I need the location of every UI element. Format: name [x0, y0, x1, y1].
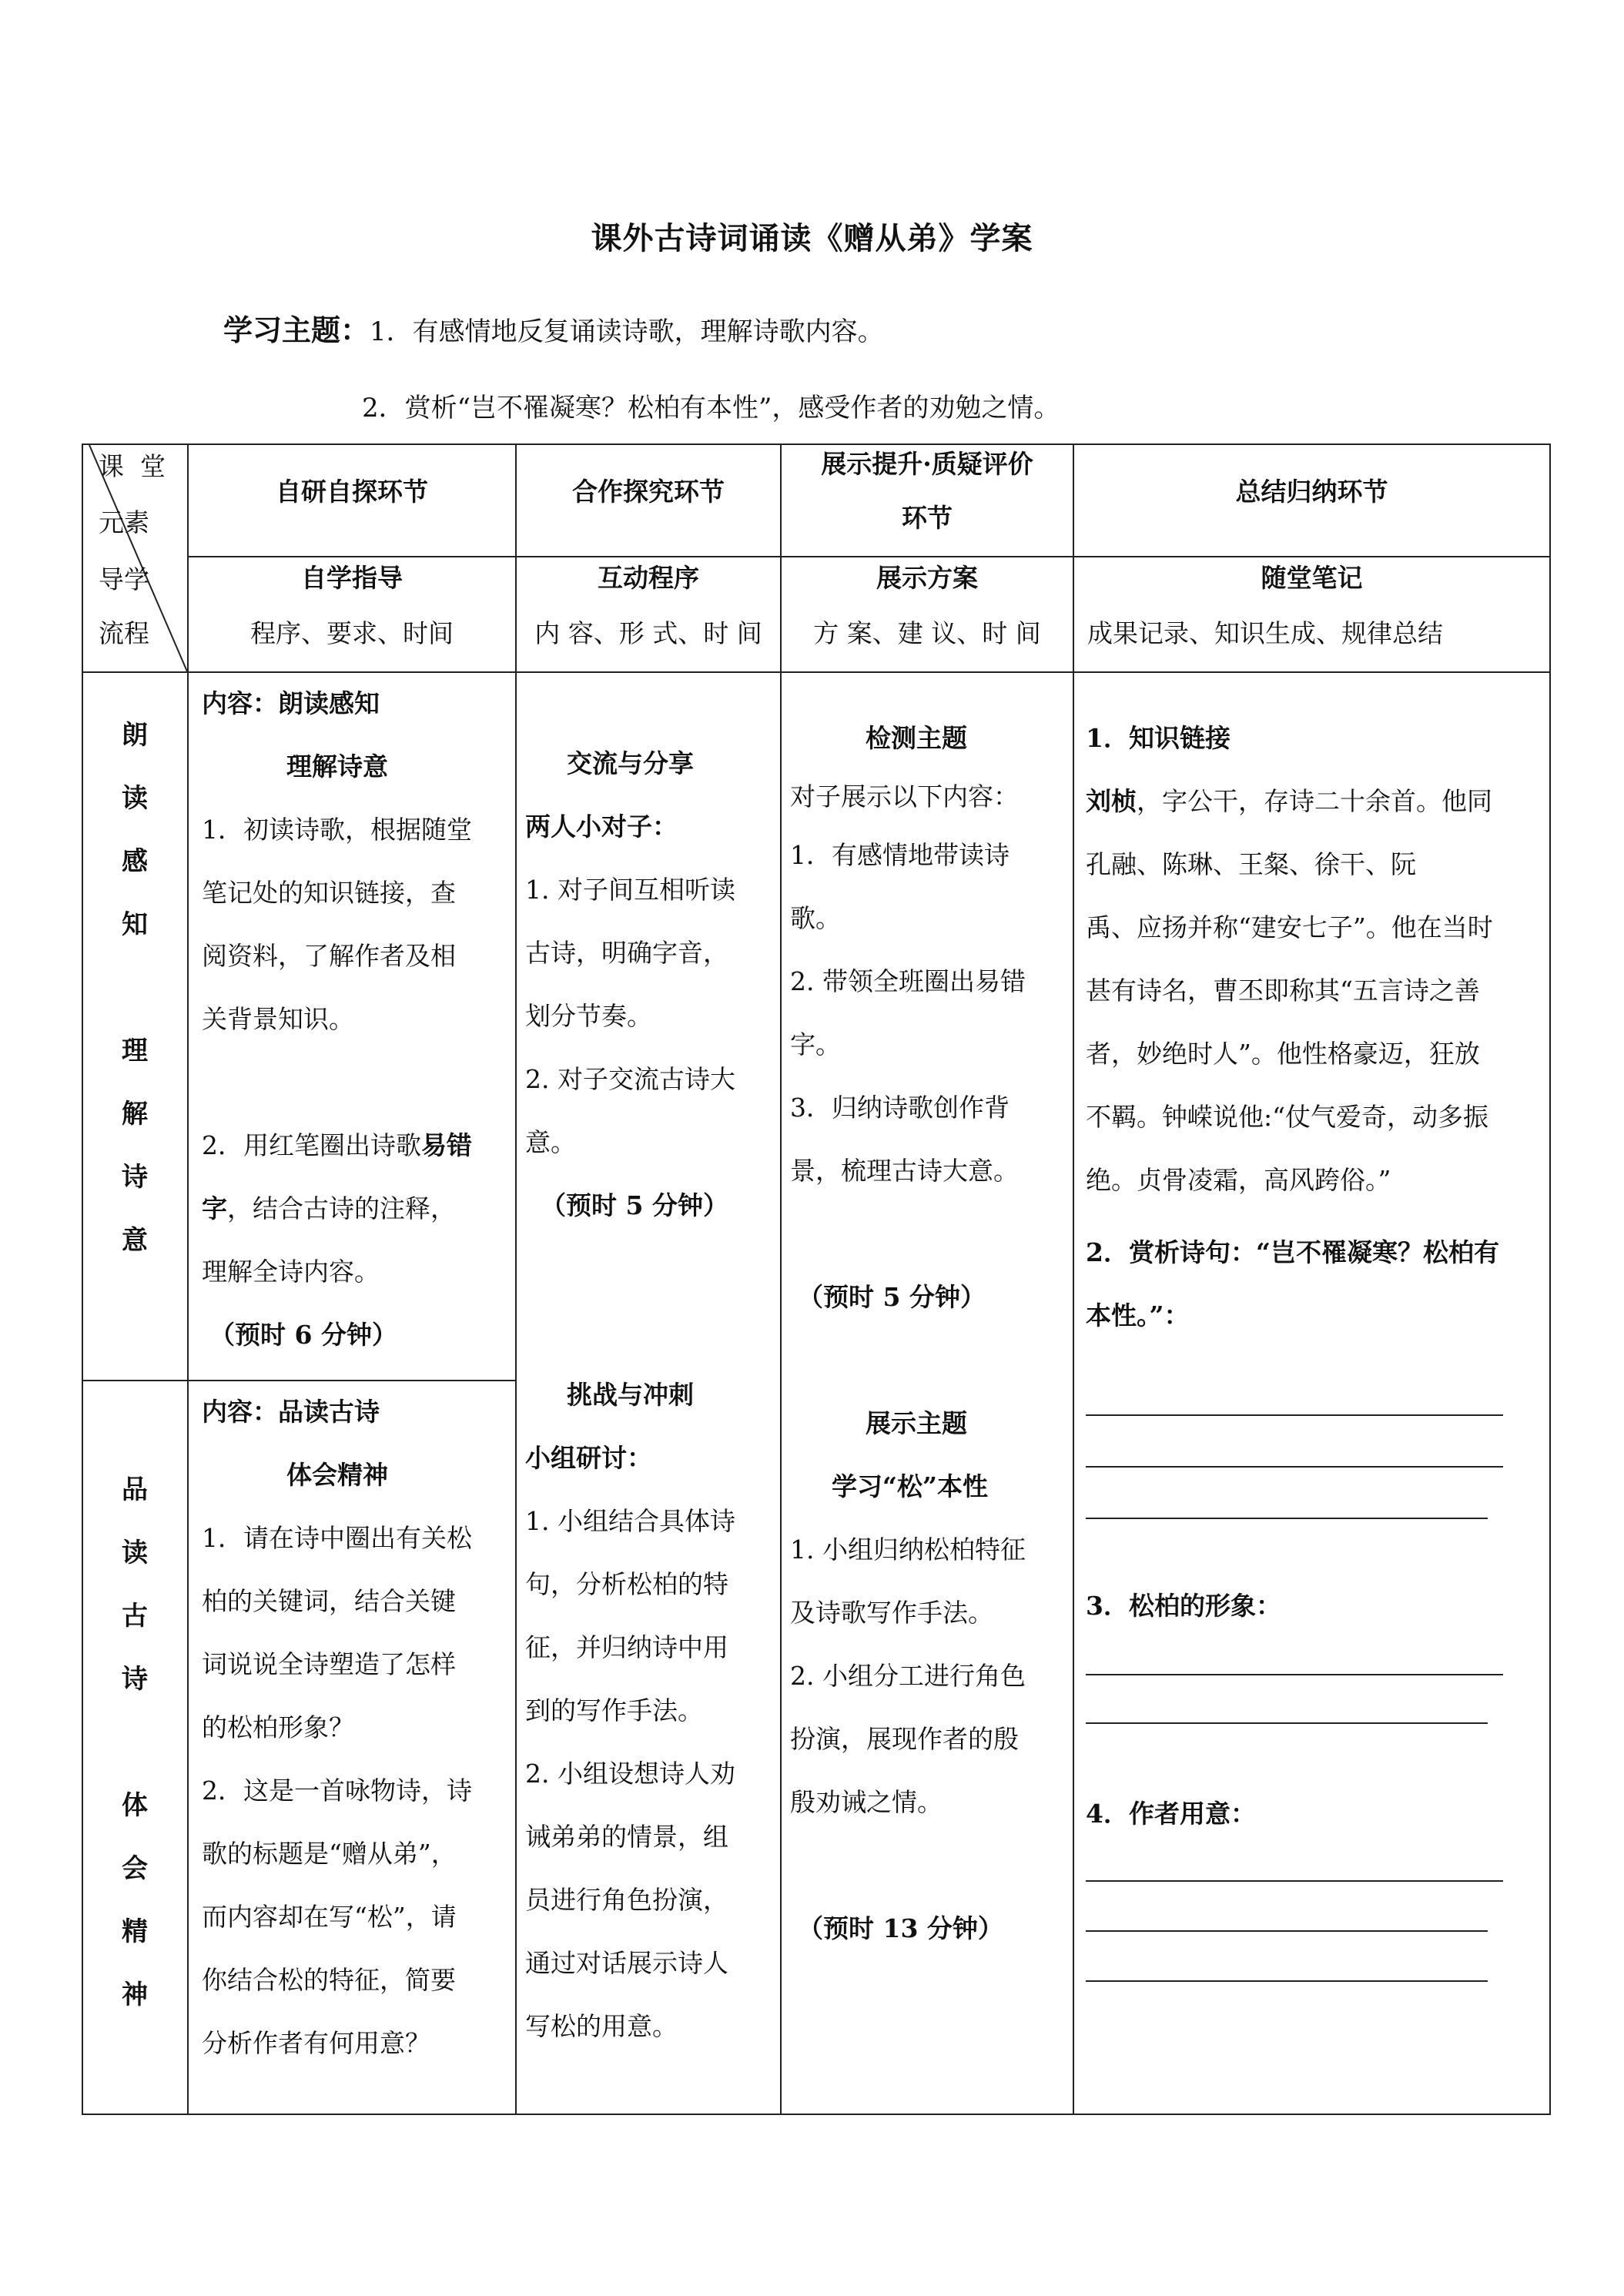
text-line: 2. 小组分工进行角色 — [790, 1661, 1026, 1691]
subject-label: 理解诗意 — [286, 751, 388, 782]
corner-line-4: 流程 — [99, 618, 149, 648]
row1-label-char: 朗 — [122, 720, 148, 751]
col3-cell — [790, 707, 1026, 1960]
text-line: 诫弟弟的情景，组 — [525, 1822, 728, 1852]
text-line: 笔记处的知识链接，查 — [202, 878, 456, 908]
answer-line[interactable] — [1086, 1674, 1503, 1675]
theme-item-1: 1．有感情地反复诵读诗歌，理解诗歌内容。 — [370, 316, 884, 347]
subheader-col2-sub: 内 容、形 式、时 间 — [534, 618, 762, 648]
row1-label-char — [116, 956, 154, 1019]
row2-label-char: 会 — [122, 1853, 148, 1884]
appreciation-heading-cont: 本性。”： — [1086, 1300, 1190, 1330]
col4-cell — [1086, 707, 1499, 1347]
text-line: 1．初读诗歌，根据随堂 — [202, 815, 472, 845]
subject-label: 体会精神 — [286, 1460, 388, 1490]
table-border-left — [82, 443, 83, 2115]
text-line: 古诗，明确字音， — [525, 938, 728, 968]
subheader-col4-sub: 成果记录、知识生成、规律总结 — [1087, 618, 1443, 648]
col2-cell — [525, 732, 735, 2058]
subheader-col3-sub: 方 案、建 议、时 间 — [813, 618, 1041, 648]
knowledge-link-heading: 1．知识链接 — [1086, 723, 1231, 753]
row1-label-char: 理 — [122, 1036, 148, 1066]
col-divider-4 — [1073, 443, 1074, 2115]
text-line: 通过对话展示诗人 — [525, 1948, 728, 1978]
text-line: 字。 — [790, 1029, 841, 1059]
text-line — [202, 1177, 472, 1240]
theme-label: 学习主题： — [223, 313, 370, 347]
subheader-col2-title: 互动程序 — [598, 563, 699, 593]
text-line: 及诗歌写作手法。 — [790, 1598, 993, 1628]
text-line: 不羁。钟嵘说他:“仗气爱奇，动多振 — [1086, 1102, 1488, 1132]
subheader-col4-title: 随堂笔记 — [1261, 563, 1363, 593]
content-label: 内容：朗读感知 — [202, 688, 380, 718]
table-border-top — [82, 443, 1551, 445]
spacer — [202, 1051, 472, 1114]
text-line: 2. 带领全班圈出易错 — [790, 966, 1026, 996]
row1-label-char: 诗 — [122, 1162, 148, 1193]
author-intent-heading: 4．作者用意： — [1086, 1799, 1256, 1829]
text-line: 写松的用意。 — [525, 2011, 678, 2041]
author-name: 刘桢 — [1086, 786, 1137, 816]
corner-line-3: 导学 — [99, 564, 149, 594]
text-line: 2. 对子交流古诗大 — [525, 1064, 735, 1094]
time-estimate: （预时 5 分钟） — [798, 1282, 986, 1312]
text-line: 1．有感情地带读诗 — [790, 840, 1010, 870]
text-part: 2．用红笔圈出诗歌 — [202, 1130, 421, 1160]
text-line: 理解全诗内容。 — [202, 1257, 380, 1287]
theme-item-2: 2．赏析“岂不罹凝寒？松柏有本性”，感受作者的劝勉之情。 — [362, 393, 1060, 423]
spacer — [1086, 1212, 1499, 1221]
table-border-bottom — [82, 2114, 1551, 2115]
col-divider-2 — [515, 443, 517, 2115]
answer-line[interactable] — [1086, 1722, 1488, 1724]
text-line: 孔融、陈琳、王粲、徐干、阮 — [1086, 849, 1416, 879]
section-heading: 交流与分享 — [567, 748, 694, 778]
row2-label-char: 读 — [122, 1538, 148, 1568]
text-line: 句，分析松柏的特 — [525, 1569, 728, 1599]
section-heading: 挑战与冲刺 — [567, 1380, 694, 1410]
text-part: ，结合古诗的注释， — [227, 1193, 456, 1223]
header-divider — [187, 556, 1551, 557]
col1-row1-cell — [202, 672, 472, 1367]
col-divider-3 — [780, 443, 782, 2115]
text-part: ，字公干，存诗二十余首。他同 — [1137, 786, 1492, 816]
pine-image-heading: 3．松柏的形象： — [1086, 1591, 1281, 1621]
spacer — [790, 1203, 1026, 1266]
answer-line[interactable] — [1086, 1930, 1488, 1932]
header-col3-line1: 展示提升·质疑评价 — [821, 449, 1033, 479]
time-estimate: （预时 6 分钟） — [209, 1320, 397, 1350]
text-line: 对子展示以下内容： — [790, 782, 1019, 812]
row2-label — [116, 1458, 154, 2027]
text-line: 2. 小组设想诗人劝 — [525, 1759, 735, 1789]
spacer — [525, 1300, 735, 1364]
text-line: 而内容却在写“松”，请 — [202, 1902, 457, 1932]
text-line: 分析作者有何用意？ — [202, 2028, 430, 2058]
text-line: 划分节奏。 — [525, 1001, 652, 1031]
answer-line[interactable] — [1086, 1466, 1503, 1468]
row2-label-char: 精 — [122, 1916, 148, 1947]
spacer — [790, 1834, 1026, 1897]
text-line: 你结合松的特征，简要 — [202, 1965, 456, 1995]
text-line: 的松柏形象？ — [202, 1712, 354, 1742]
text-line: 词说说全诗塑造了怎样 — [202, 1649, 456, 1679]
appreciation-heading: 2．赏析诗句：“岂不罹凝寒？松柏有 — [1086, 1237, 1499, 1267]
row2-label-char: 品 — [122, 1474, 148, 1505]
row1-label-char: 意 — [122, 1225, 148, 1256]
text-line: 扮演，展现作者的殷 — [790, 1724, 1019, 1754]
text-line: 征，并归纳诗中用 — [525, 1632, 728, 1662]
row1-label-char: 感 — [122, 846, 148, 877]
answer-line[interactable] — [1086, 1518, 1488, 1519]
text-line: 2．这是一首咏物诗，诗 — [202, 1776, 472, 1806]
time-estimate: （预时 13 分钟） — [798, 1913, 1003, 1943]
corner-line-2: 元素 — [99, 507, 149, 537]
header-col1: 自研自探环节 — [276, 477, 428, 507]
row2-label-char — [116, 1711, 154, 1774]
row1-label-char: 读 — [122, 783, 148, 814]
row1-label — [116, 704, 154, 1272]
text-line: 员进行角色扮演， — [525, 1885, 728, 1915]
row2-label-char: 古 — [122, 1601, 148, 1632]
subheader-col1-title: 自学指导 — [301, 563, 403, 593]
content-label: 内容：品读古诗 — [202, 1397, 380, 1427]
header-col3-line2: 环节 — [902, 503, 953, 533]
answer-line[interactable] — [1086, 1414, 1503, 1416]
row1-label-char: 解 — [122, 1099, 148, 1130]
text-line: 1. 小组结合具体诗 — [525, 1506, 735, 1536]
text-line: 意。 — [525, 1127, 576, 1157]
text-line: 甚有诗名，曹丕即称其“五言诗之善 — [1086, 976, 1480, 1006]
text-line: 禹、应扬并称“建安七子”。他在当时 — [1086, 912, 1493, 942]
text-bold-part: 字 — [202, 1193, 227, 1223]
text-line: 歌的标题是“赠从弟”， — [202, 1839, 457, 1869]
text-line: 1. 对子间互相听读 — [525, 875, 735, 905]
col1-row2-cell — [202, 1381, 472, 2075]
row2-label-char: 体 — [122, 1790, 148, 1821]
answer-line[interactable] — [1086, 1980, 1488, 1982]
text-line: 绝。贞骨凌霜，高风跨俗。” — [1086, 1165, 1391, 1195]
spacer — [525, 1237, 735, 1300]
text-line — [1086, 770, 1499, 833]
header-col2: 合作探究环节 — [572, 477, 725, 507]
text-line: 关背景知识。 — [202, 1004, 354, 1034]
section-subheading: 两人小对子： — [525, 812, 678, 842]
row1-label-char: 知 — [122, 909, 148, 940]
subheader-col1-sub: 程序、要求、时间 — [250, 618, 454, 648]
col-divider-1 — [187, 443, 189, 2115]
corner-line-1: 课 堂 — [99, 451, 166, 481]
text-line: 柏的关键词，结合关键 — [202, 1586, 456, 1616]
header-col4: 总结归纳环节 — [1235, 477, 1388, 507]
subheader-col3-title: 展示方案 — [876, 563, 978, 593]
page-title: 课外古诗词诵读《赠从弟》学案 — [591, 220, 1033, 256]
text-line: 1. 小组归纳松柏特征 — [790, 1535, 1026, 1565]
section-heading: 展示主题 — [866, 1408, 967, 1438]
text-line: 殷劝诫之情。 — [790, 1787, 943, 1817]
text-line: 歌。 — [790, 903, 841, 933]
section-heading: 检测主题 — [866, 723, 967, 753]
text-line: 景，梳理古诗大意。 — [790, 1156, 1019, 1186]
text-line: 者，妙绝时人”。他性格豪迈，狂放 — [1086, 1039, 1480, 1069]
time-estimate: （预时 5 分钟） — [541, 1190, 728, 1220]
answer-line[interactable] — [1086, 1880, 1503, 1882]
text-line: 到的写作手法。 — [525, 1695, 703, 1725]
text-line — [202, 1114, 472, 1177]
text-line: 1．请在诗中圈出有关松 — [202, 1523, 472, 1553]
section-subheading: 学习“松”本性 — [832, 1471, 988, 1501]
row2-label-char: 诗 — [122, 1664, 148, 1695]
text-line: 3．归纳诗歌创作背 — [790, 1093, 1010, 1123]
table-border-right — [1549, 443, 1551, 2115]
row2-label-char: 神 — [122, 1980, 148, 2010]
spacer — [790, 1329, 1026, 1392]
text-line: 阅资料，了解作者及相 — [202, 941, 456, 971]
section-subheading: 小组研讨： — [525, 1443, 652, 1473]
text-bold-part: 易错 — [421, 1130, 472, 1160]
